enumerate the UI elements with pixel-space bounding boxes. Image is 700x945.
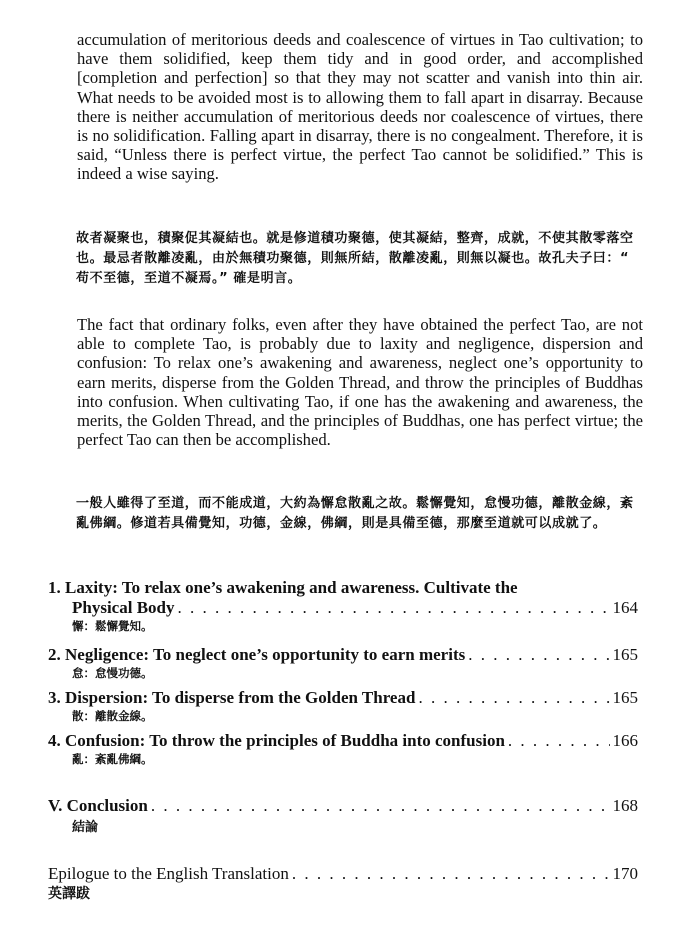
toc-leader-dots — [508, 731, 610, 751]
paragraph-1-chinese: 故者凝聚也，積聚促其凝結也。就是修道積功聚德，使其凝結，整齊，成就，不使其散零落空也。最忌者散離凌亂，由於無積功聚德，則無所結，散離凌亂，則無以凝也。故孔夫子曰：“ 苟不至德，至道不凝焉。” 確是明言。 — [76, 231, 634, 286]
toc-entry-dispersion[interactable] — [48, 688, 638, 724]
toc-entry-epilogue[interactable] — [48, 864, 638, 902]
toc-title-line2: Physical Body — [72, 598, 175, 617]
paragraph-2-chinese: 一般人雖得了至道，而不能成道，大約為懈怠散亂之故。鬆懈覺知，怠慢功德，離散金線，紊亂佛綱。修道若具備覺知，功德，金線，佛綱，則是具備至德，那麼至道就可以成就了。 — [76, 496, 634, 531]
toc-page-number: 168 — [612, 796, 638, 815]
toc-entry-laxity[interactable] — [48, 578, 638, 634]
toc-page-number: 165 — [612, 645, 638, 664]
toc-page-number: 165 — [612, 688, 638, 707]
toc-title: Dispersion: To disperse from the Golden Thread — [65, 688, 416, 707]
toc-leader-dots — [151, 796, 610, 816]
toc-page-number: 166 — [612, 731, 638, 750]
toc-title: Conclusion — [66, 796, 148, 815]
toc-page-number: 170 — [612, 864, 638, 883]
toc-entry-conclusion[interactable] — [48, 796, 638, 836]
toc-number: 3. — [48, 688, 61, 707]
toc-number: 2. — [48, 645, 61, 664]
toc-title: Confusion: To throw the principles of Buddha into confusion — [65, 731, 505, 750]
toc-entry-confusion[interactable] — [48, 731, 638, 767]
toc-number: V. — [48, 796, 63, 815]
toc-leader-dots — [178, 598, 610, 618]
toc-chinese: 懈：鬆懈覺知。 — [72, 619, 153, 633]
toc-title: Epilogue to the English Translation — [48, 864, 289, 883]
toc-leader-dots — [292, 864, 610, 884]
toc-entry-negligence[interactable] — [48, 645, 638, 681]
toc-chinese: 英譯跋 — [48, 886, 90, 902]
toc-leader-dots — [468, 645, 609, 665]
toc-leader-dots — [418, 688, 609, 708]
toc-chinese: 亂：紊亂佛綱。 — [72, 752, 153, 766]
toc-title-line1: Laxity: To relax one’s awakening and awareness. Cultivate the — [65, 578, 518, 597]
toc-number: 1. — [48, 578, 61, 597]
toc-chinese: 結論 — [72, 820, 99, 835]
toc-number: 4. — [48, 731, 61, 750]
toc-chinese: 散：離散金線。 — [72, 709, 153, 723]
toc-title: Negligence: To neglect one’s opportunity to earn merits — [65, 645, 466, 664]
paragraph-1-english: accumulation of meritorious deeds and coalescence of virtues in Tao cultivation; to have them solidified, keep them tidy and in good order, and accomplished [completion and perfection] so that they may not scatter and vanish into thin air. What needs to be avoided most is to allowing them to fall apart in disarray. Because there is neither accumulation of meritorious deeds nor coalescence of virtues, there is no solidification. Falling apart in disarray, there is no congealment. Therefore, it is said, “Unless there is perfect virtue, the perfect Tao cannot be solidified.” This is indeed a wise saying. — [77, 30, 643, 184]
toc-chinese: 怠：怠慢功德。 — [72, 666, 153, 680]
paragraph-2-english: The fact that ordinary folks, even after they have obtained the perfect Tao, are not able to complete Tao, is probably due to laxity and negligence, dispersion and confusion: To relax one’s awakening and awareness, neglect one’s opportunity to earn merits, disperse from the Golden Thread, and throw the principles of Buddhas into confusion. When cultivating Tao, if one has the awakening and awareness, the merits, the Golden Thread, and the principles of Buddhas, one has perfect virtue; the perfect Tao can then be accomplished. — [77, 315, 643, 450]
toc-page-number: 164 — [612, 598, 638, 617]
